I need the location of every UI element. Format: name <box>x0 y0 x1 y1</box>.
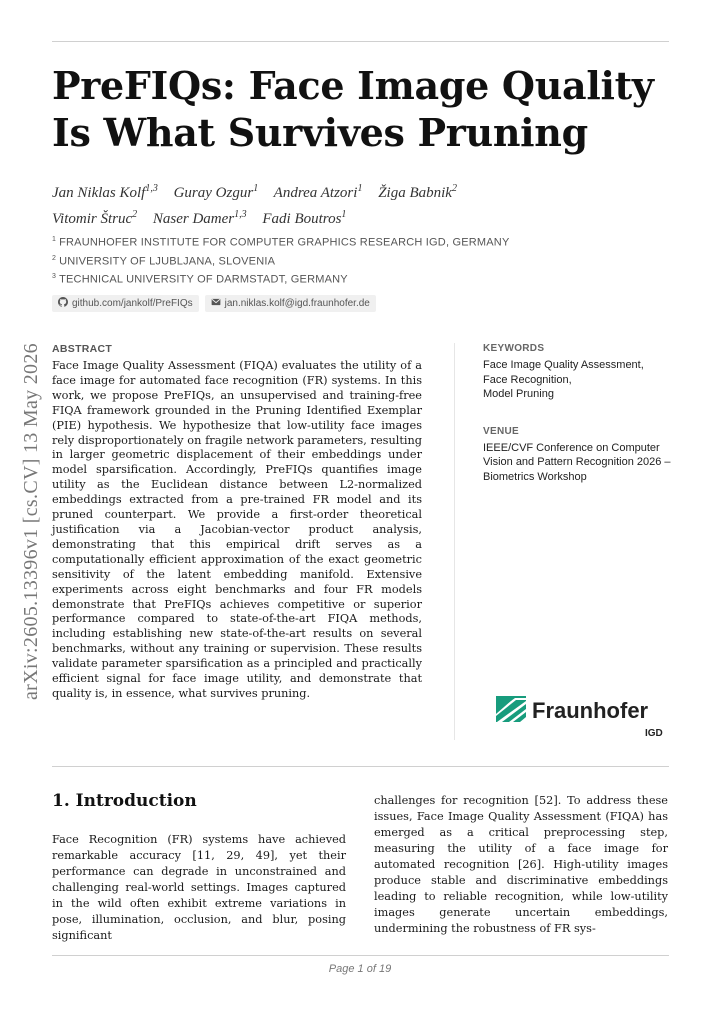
email-link[interactable]: jan.niklas.kolf@igd.fraunhofer.de <box>205 295 376 312</box>
author: Jan Niklas Kolf$^{1,3}$ <box>52 183 158 201</box>
metadata-sidebar <box>483 343 673 508</box>
intro-right-column: challenges for recognition [52]. To address these issues, Face Image Quality Assessment (FIQA) has emerged as a critical preprocessing step, measuring the utility of a face image for automated recognition [26]. High-utility images produce stable and discriminative embeddings leading to reliable recognition, while low-utility images generate uncertain embeddings, undermining the robustness of FR sys- <box>374 794 668 935</box>
author: Naser Damer$^{1,3}$ <box>152 209 247 227</box>
affiliation: $^2$ UNIVERSITY OF LJUBLJANA, SLOVENIA <box>52 254 276 268</box>
keywords-block <box>483 343 673 402</box>
keyword: Face Recognition, <box>483 373 572 386</box>
abstract-text: Face Image Quality Assessment (FIQA) evaluates the utility of a face image for automated face recognition (FR) systems. In this work, we propose PreFIQs, an unsupervised and training-free FIQA framework grounded in the Pruning Identified Exemplar (PIE) hypothesis. We hypothesize that low-utility face images rely disproportionately on fragile network parameters, resulting in larger geometric displacement of their embeddings under model sparsification. Accordingly, PreFIQs quantifies image utility as the Euclidean distance between L2-normalized embeddings extracted from a pre-trained FR model and its pruned counterpart. We provide a first-order theoretical justification via a Jacobian-vector product analysis, demonstrating that this empirical drift serves as a computationally efficient approximation of the exact geometric sensitivity of the latent embedding manifold. Extensive experiments across eight benchmarks and four FR models demonstrate that PreFIQs achieves competitive or superior performance compared to state-of-the-art FIQA methods, including establishing new state-of-the-art results on several benchmarks, without any training or supervision. These results validate parameter sparsification as a principled and practically efficient signal for face image utility, and demonstrate that quality is, in essence, what survives pruning. <box>52 359 422 700</box>
author: Guray Ozgur$^1$ <box>173 183 259 201</box>
paper-title: PreFIQs: Face Image Quality Is What Survives Pruning <box>52 63 654 155</box>
logo-subtitle: IGD <box>645 728 663 739</box>
author: Fadi Boutros$^1$ <box>262 209 347 227</box>
github-icon <box>58 297 68 310</box>
github-link[interactable]: github.com/jankolf/PreFIQs <box>52 295 199 312</box>
link-chips <box>52 295 376 312</box>
keyword: Face Image Quality Assessment, <box>483 359 644 371</box>
author: Vitomir Štruc$^2$ <box>52 209 138 227</box>
intro-left-column: Face Recognition (FR) systems have achieved remarkable accuracy [11, 29, 49], yet their performance can degrade in unconstrained and challenging real-world settings. Images captured in the wild often exhibit extreme variations in pose, illumination, occlusion, and blur, posing significant <box>52 833 346 942</box>
fraunhofer-logo <box>496 696 648 726</box>
venue-text: IEEE/CVF Conference on Computer Vision and Pattern Recognition 2026 – Biometrics Workshop <box>483 441 671 483</box>
author: Žiga Babnik$^2$ <box>378 183 457 201</box>
fraunhofer-logo-icon <box>496 696 526 726</box>
page-number: Page 1 of 19 <box>328 963 392 975</box>
footer-divider <box>52 955 669 956</box>
section-divider <box>52 766 669 767</box>
affiliation-list <box>52 232 672 288</box>
keywords-heading: KEYWORDS <box>483 343 545 354</box>
author: Andrea Atzori$^1$ <box>273 183 363 201</box>
affiliation: $^3$ TECHNICAL UNIVERSITY OF DARMSTADT, GERMANY <box>52 273 348 286</box>
affiliation: $^1$ FRAUNHOFER INSTITUTE FOR COMPUTER GRAPHICS RESEARCH IGD, GERMANY <box>52 236 510 249</box>
envelope-icon <box>211 297 221 310</box>
section-title: 1. Introduction <box>52 791 197 811</box>
author-list <box>52 178 672 230</box>
keyword: Model Pruning <box>483 388 554 400</box>
sidebar-divider <box>454 343 455 740</box>
venue-block <box>483 426 673 485</box>
logo-wordmark: Fraunhofer <box>532 698 649 723</box>
abstract-heading: ABSTRACT <box>52 343 113 355</box>
top-divider <box>52 41 669 42</box>
arxiv-stamp: arXiv:2605.13396v1 [cs.CV] 13 May 2026 <box>20 343 42 700</box>
venue-heading: VENUE <box>483 425 519 437</box>
